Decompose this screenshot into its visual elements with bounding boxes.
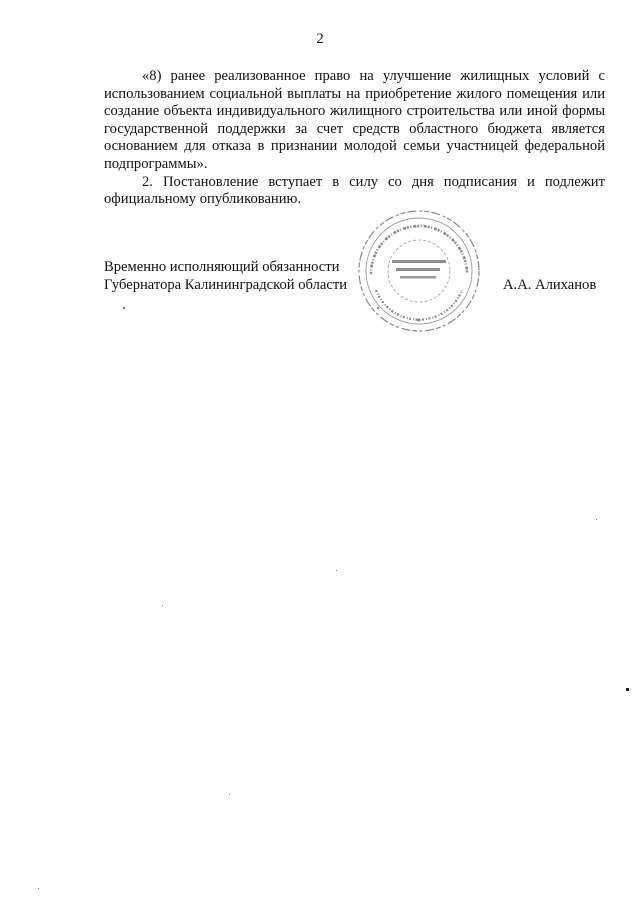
scan-speck xyxy=(596,519,597,520)
signatory-name: А.А. Алиханов xyxy=(503,277,597,293)
scan-speck xyxy=(162,605,163,606)
signatory-position-line1: Временно исполняющий обязанности xyxy=(104,259,340,275)
paragraph-item-8: «8) ранее реализованное право на улучшение жилищных условий с использованием социальной выплаты на приобретение жилого помещения или создание объекта индивидуального жилищного строительства или иной формы государственной поддержки за счет средств областного бюджета является основанием для отказа в признании молодой семьи участницей федеральной подпрограммы». xyxy=(104,68,605,172)
document-body xyxy=(104,68,605,209)
scan-speck xyxy=(123,307,125,309)
scan-speck xyxy=(229,794,230,795)
scan-speck xyxy=(38,888,39,889)
scan-speck xyxy=(626,688,629,691)
paragraph-2: 2. Постановление вступает в силу со дня подписания и подлежит официальному опубликованию. xyxy=(104,173,605,208)
scan-speck xyxy=(336,570,337,571)
signatory-position xyxy=(104,258,347,294)
signatory-position-line2: Губернатора Калининградской области xyxy=(104,277,348,293)
page-number: 2 xyxy=(316,31,324,47)
official-seal-stamp xyxy=(356,208,482,334)
